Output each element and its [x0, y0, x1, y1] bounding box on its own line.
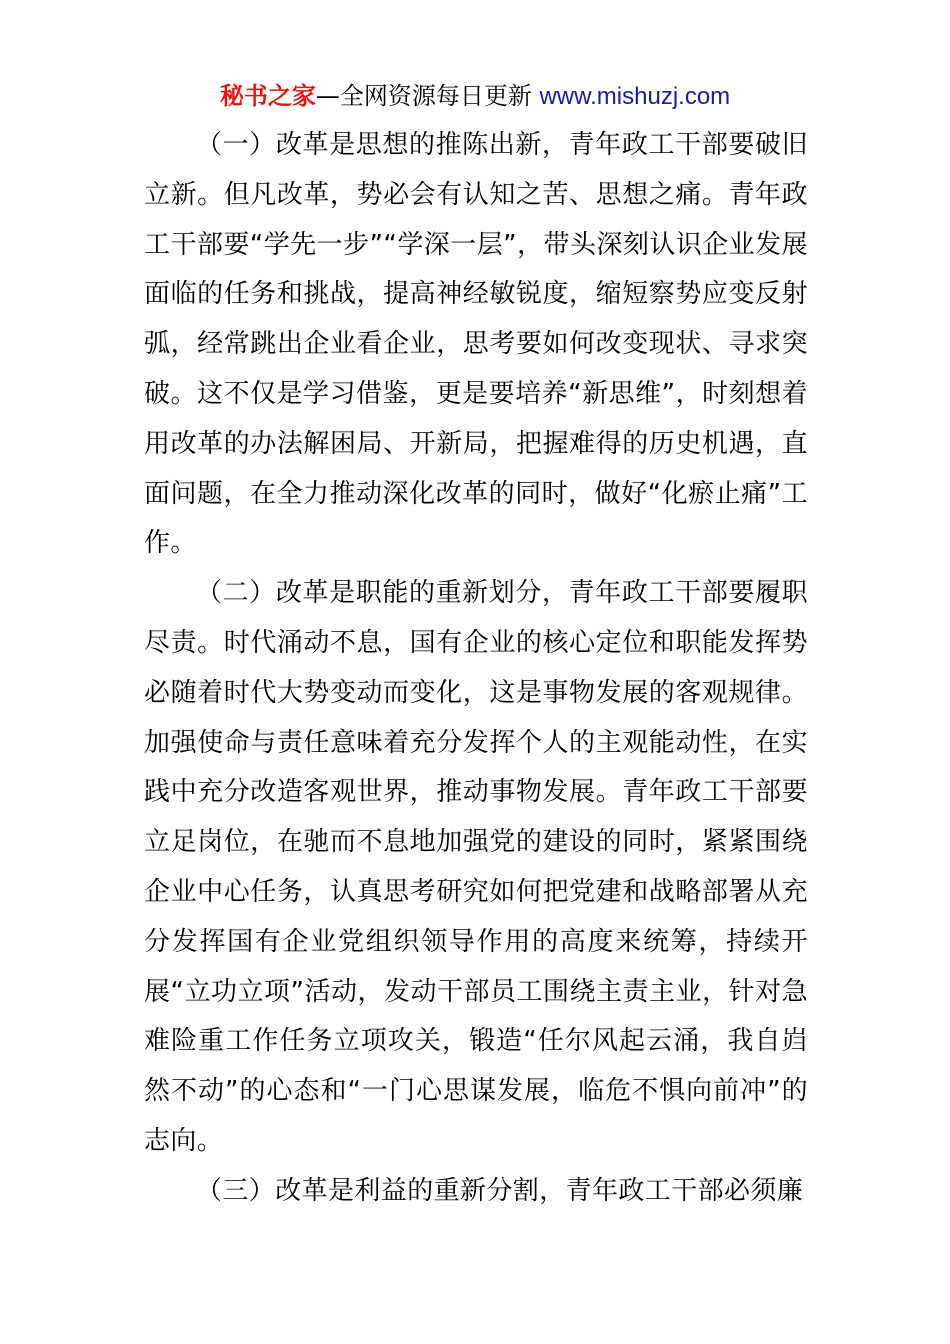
document-body: [144, 121, 808, 1217]
site-url[interactable]: www.mishuzj.com: [539, 83, 731, 110]
page-header: [0, 78, 950, 115]
paragraph-section-1: （一）改革是思想的推陈出新，青年政工干部要破旧立新。但凡改革，势必会有认知之苦、思想之痛。青年政工干部要“学先一步”“学深一层”，带头深刻认识企业发展面临的任务和挑战，提高神经敏锐度，缩短察势应变反射弧，经常跳出企业看企业，思考要如何改变现状、寻求突破。这不仅是学习借鉴，更是要培养“新思维”，时刻想着用改革的办法解困局、开新局，把握难得的历史机遇，直面问题，在全力推动深化改革的同时，做好“化瘀止痛”工作。: [144, 130, 808, 559]
header-tagline: —全网资源每日更新: [315, 82, 540, 110]
brand-name: 秘书之家: [219, 82, 316, 110]
paragraph-section-2: （二）改革是职能的重新划分，青年政工干部要履职尽责。时代涌动不息，国有企业的核心定位和职能发挥势必随着时代大势变动而变化，这是事物发展的客观规律。加强使命与责任意味着充分发挥个人的主观能动性，在实践中充分改造客观世界，推动事物发展。青年政工干部要立足岗位，在驰而不息地加强党的建设的同时，紧紧围绕企业中心任务，认真思考研究如何把党建和战略部署从充分发挥国有企业党组织领导作用的高度来统筹，持续开展“立功立项”活动，发动干部员工围绕主责主业，针对急难险重工作任务立项攻关，锻造“任尔风起云涌，我自岿然不动”的心态和“一门心思谋发展，临危不惧向前冲”的志向。: [144, 578, 808, 1156]
paragraph-section-3: （三）改革是利益的重新分割，青年政工干部必须廉: [196, 1175, 804, 1206]
